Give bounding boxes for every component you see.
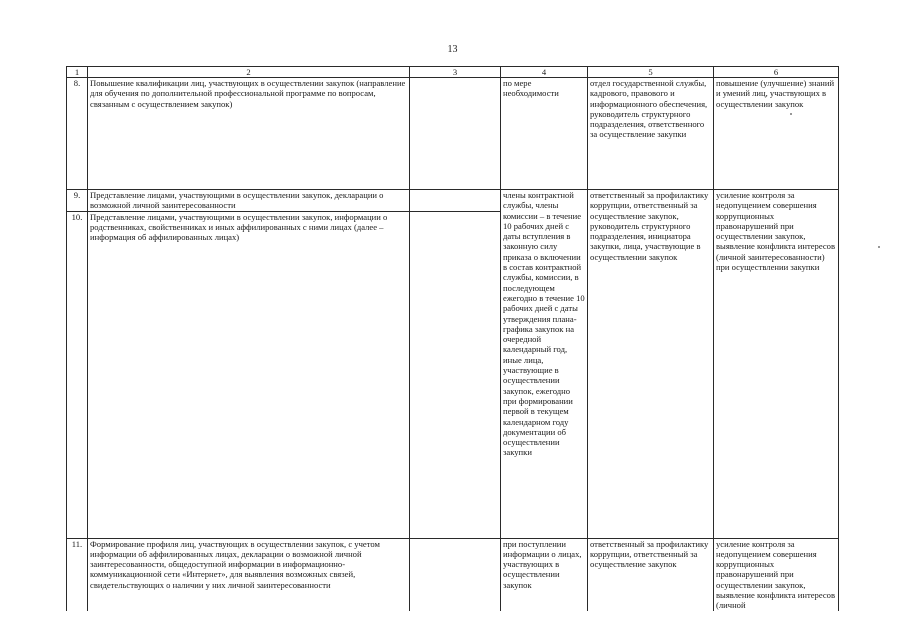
- measures-table: [66, 66, 839, 621]
- row-number: 8.: [67, 78, 88, 190]
- col3-cell: [410, 78, 501, 190]
- row-number: 10.: [67, 211, 88, 538]
- action-cell: Повышение квалификации лиц, участвующих в осуществлении закупок (направление для обучения по дополнительной профессиональной программе по вопросам, связанным с осуществлением закупок): [88, 78, 410, 190]
- action-cell: Представление лицами, участвующими в осуществлении закупок, информации о родственниках, свойственниках и иных аффилированных с ними лицах (далее – информация об аффилированных лицах): [88, 211, 410, 538]
- header-cell: 1: [67, 67, 88, 78]
- scan-speck: [878, 246, 880, 248]
- row-number: 11.: [67, 538, 88, 620]
- page-number: 13: [447, 44, 458, 55]
- header-cell: 2: [88, 67, 410, 78]
- scan-speck: [790, 113, 792, 115]
- timing-cell: по мере необходимости: [501, 78, 588, 190]
- col3-cell: [410, 190, 501, 212]
- result-cell: повышение (улучшение) знаний и умений лиц, участвующих в осуществлении закупок: [714, 78, 839, 190]
- col3-cell: [410, 211, 501, 538]
- table-row: [67, 190, 839, 212]
- col3-cell: [410, 538, 501, 620]
- header-row: [67, 67, 839, 78]
- row-number: 9.: [67, 190, 88, 212]
- action-cell: Формирование профиля лиц, участвующих в осуществлении закупок, с учетом информации об аффилированных лицах, декларации о возможной личной заинтересованности, общедоступной информации в информационно-коммуникационной сети «Интернет», для выявления возможных связей, свидетельствующих о наличии у них личной заинтересованности: [88, 538, 410, 620]
- result-cell: усиление контроля за недопущением совершения коррупционных правонарушений при осуществлении закупок, выявление конфликта интересов (личной: [714, 538, 839, 620]
- table-row: [67, 538, 839, 620]
- responsible-cell: отдел государственной службы, кадрового, правового и информационного обеспечения, руководитель структурного подразделения, ответственного за осуществление закупки: [588, 78, 714, 190]
- action-cell: Представление лицами, участвующими в осуществлении закупок, декларации о возможной личной заинтересованности: [88, 190, 410, 212]
- result-cell: усиление контроля за недопущением совершения коррупционных правонарушений при осуществлении закупок, выявление конфликта интересов (личной заинтересованности) при осуществлении закупки: [714, 190, 839, 539]
- header-cell: 6: [714, 67, 839, 78]
- header-cell: 4: [501, 67, 588, 78]
- table-row: [67, 78, 839, 190]
- responsible-cell: ответственный за профилактику коррупции, ответственный за осуществление закупок, руководитель структурного подразделения, инициатора закупки, лица, участвующие в осуществлении закупок: [588, 190, 714, 539]
- header-cell: 5: [588, 67, 714, 78]
- header-cell: 3: [410, 67, 501, 78]
- page-bottom-edge: [0, 611, 905, 640]
- timing-cell: при поступлении информации о лицах, участвующих в осуществлении закупок: [501, 538, 588, 620]
- timing-cell: члены контрактной службы, члены комиссии – в течение 10 рабочих дней с даты вступления в законную силу приказа о включении в состав контрактной службы, комиссии, в последующем ежегодно в течение 10 рабочих дней с даты утверждения плана-графика закупок на очередной календарный год, иные лица, участвующие в осуществлении закупок, ежегодно при формировании первой в текущем календарном году документации об осуществлении закупки: [501, 190, 588, 539]
- responsible-cell: ответственный за профилактику коррупции, ответственный за осуществление закупок: [588, 538, 714, 620]
